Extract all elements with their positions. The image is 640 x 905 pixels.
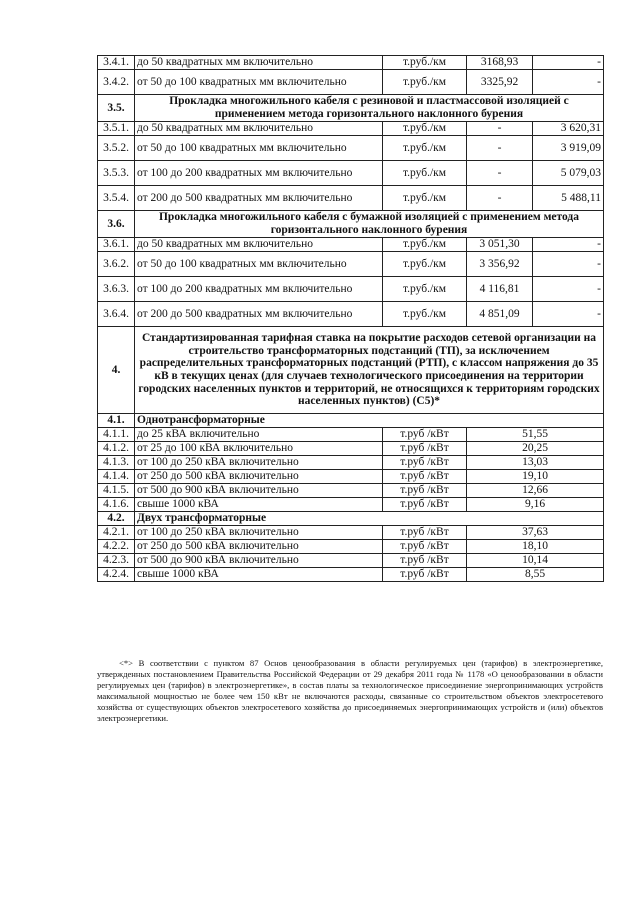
row-value-1: - — [467, 161, 533, 186]
row-value: 20,25 — [467, 442, 604, 456]
row-value: 37,63 — [467, 526, 604, 540]
row-description: от 250 до 500 кВА включительно — [135, 540, 383, 554]
tariff-table — [97, 55, 604, 582]
table-row — [98, 70, 604, 95]
row-value: 19,10 — [467, 470, 604, 484]
row-unit: т.руб./км — [383, 136, 467, 161]
row-value-2: - — [533, 277, 604, 302]
row-unit: т.руб./км — [383, 277, 467, 302]
row-value-2: 3 620,31 — [533, 122, 604, 136]
section-row — [98, 95, 604, 122]
row-value: 13,03 — [467, 456, 604, 470]
row-value-1: - — [467, 122, 533, 136]
row-description: от 50 до 100 квадратных мм включительно — [135, 70, 383, 95]
row-value-1: - — [467, 186, 533, 211]
footnote — [97, 658, 603, 724]
table-row — [98, 136, 604, 161]
row-value: 9,16 — [467, 498, 604, 512]
subsection-title: Двух трансформаторные — [135, 512, 604, 526]
row-number: 3.4.1. — [98, 56, 135, 70]
row-value-1: 4 851,09 — [467, 302, 533, 327]
row-number: 4.1.2. — [98, 442, 135, 456]
row-value-2: - — [533, 238, 604, 252]
row-description: от 50 до 100 квадратных мм включительно — [135, 136, 383, 161]
row-description: от 500 до 900 кВА включительно — [135, 554, 383, 568]
row-number: 3.6.1. — [98, 238, 135, 252]
row-unit: т.руб./км — [383, 302, 467, 327]
row-value-2: - — [533, 252, 604, 277]
row-number: 4.2.1. — [98, 526, 135, 540]
row-unit: т.руб /кВт — [383, 456, 467, 470]
row-description: свыше 1000 кВА — [135, 568, 383, 582]
row-value: 10,14 — [467, 554, 604, 568]
footnote-mark: <*> — [119, 658, 133, 668]
row-number: 4.1.1. — [98, 428, 135, 442]
table-row — [98, 498, 604, 512]
section-row — [98, 211, 604, 238]
row-unit: т.руб /кВт — [383, 568, 467, 582]
table-row — [98, 428, 604, 442]
row-unit: т.руб /кВт — [383, 484, 467, 498]
table-row — [98, 568, 604, 582]
table-row — [98, 238, 604, 252]
row-description: от 100 до 200 квадратных мм включительно — [135, 277, 383, 302]
table-row — [98, 122, 604, 136]
row-value-2: 3 919,09 — [533, 136, 604, 161]
row-unit: т.руб /кВт — [383, 442, 467, 456]
row-number: 4.1.4. — [98, 470, 135, 484]
section-row — [98, 327, 604, 414]
row-unit: т.руб /кВт — [383, 470, 467, 484]
row-description: от 100 до 250 кВА включительно — [135, 526, 383, 540]
subsection-row — [98, 512, 604, 526]
row-description: до 50 квадратных мм включительно — [135, 56, 383, 70]
row-description: от 250 до 500 кВА включительно — [135, 470, 383, 484]
row-description: от 200 до 500 квадратных мм включительно — [135, 302, 383, 327]
row-number: 4.1.5. — [98, 484, 135, 498]
row-number: 4.1.6. — [98, 498, 135, 512]
table-row — [98, 484, 604, 498]
subsection-number: 4.2. — [98, 512, 135, 526]
row-description: от 100 до 250 кВА включительно — [135, 456, 383, 470]
row-unit: т.руб./км — [383, 186, 467, 211]
row-number: 3.5.1. — [98, 122, 135, 136]
row-value-1: 4 116,81 — [467, 277, 533, 302]
table-row — [98, 56, 604, 70]
row-description: от 50 до 100 квадратных мм включительно — [135, 252, 383, 277]
row-number: 3.5.4. — [98, 186, 135, 211]
row-value-2: 5 079,03 — [533, 161, 604, 186]
row-value-2: 5 488,11 — [533, 186, 604, 211]
row-value-2: - — [533, 302, 604, 327]
section-title: Прокладка многожильного кабеля с бумажной изоляцией с применением метода горизонтального наклонного бурения — [135, 211, 604, 238]
row-value-1: 3325,92 — [467, 70, 533, 95]
footnote-text: В соответствии с пунктом 87 Основ ценообразования в области регулируемых цен (тарифов) в электроэнергетике, утвержденных постановлением Правительства Российской Федерации от 29 декабря 2011 года № 1178 «О ценообразовании в области регулируемых цен (тарифов) в электроэнергетике», в состав платы за технологическое присоединение энергопринимающих устройств максимальной мощностью не более чем 150 кВт не включаются расходы, связанные со строительством объектов электросетевого хозяйства от существующих объектов электросетевого хозяйства до присоединяемых энергопринимающих устройств и (или) объектов электроэнергетики. — [97, 658, 603, 723]
row-value-1: 3 051,30 — [467, 238, 533, 252]
row-number: 3.5.2. — [98, 136, 135, 161]
row-description: от 100 до 200 квадратных мм включительно — [135, 161, 383, 186]
row-unit: т.руб./км — [383, 70, 467, 95]
row-value: 8,55 — [467, 568, 604, 582]
row-description: от 25 до 100 кВА включительно — [135, 442, 383, 456]
row-unit: т.руб./км — [383, 161, 467, 186]
section-number: 4. — [98, 327, 135, 414]
row-unit: т.руб./км — [383, 56, 467, 70]
section-number: 3.5. — [98, 95, 135, 122]
table-row — [98, 302, 604, 327]
row-number: 3.4.2. — [98, 70, 135, 95]
row-unit: т.руб /кВт — [383, 428, 467, 442]
subsection-title: Однотрансформаторные — [135, 414, 604, 428]
subsection-row — [98, 414, 604, 428]
table-row — [98, 186, 604, 211]
table-row — [98, 470, 604, 484]
row-value-2: - — [533, 70, 604, 95]
row-unit: т.руб./км — [383, 122, 467, 136]
table-row — [98, 540, 604, 554]
row-value-2: - — [533, 56, 604, 70]
table-row — [98, 442, 604, 456]
row-unit: т.руб./км — [383, 252, 467, 277]
row-unit: т.руб /кВт — [383, 498, 467, 512]
table-row — [98, 161, 604, 186]
section-number: 3.6. — [98, 211, 135, 238]
tariff-table-body — [98, 56, 604, 582]
row-value-1: 3168,93 — [467, 56, 533, 70]
row-number: 3.6.4. — [98, 302, 135, 327]
row-description: от 500 до 900 кВА включительно — [135, 484, 383, 498]
table-row — [98, 554, 604, 568]
table-row — [98, 277, 604, 302]
row-description: до 50 квадратных мм включительно — [135, 238, 383, 252]
row-number: 4.2.4. — [98, 568, 135, 582]
table-row — [98, 456, 604, 470]
row-value: 51,55 — [467, 428, 604, 442]
row-value-1: - — [467, 136, 533, 161]
row-number: 4.2.2. — [98, 540, 135, 554]
section-title: Стандартизированная тарифная ставка на покрытие расходов сетевой организации на строительство трансформаторных подстанций (ТП), за исключением распределительных трансформаторных подстанций (РТП), с классом напряжения до 35 кВ в текущих ценах (для случаев технологического присоединения на территории городских населенных пунктов и территорий, не относящихся к территориям городских населенных пунктов) (С5)* — [135, 327, 604, 414]
subsection-number: 4.1. — [98, 414, 135, 428]
row-value: 12,66 — [467, 484, 604, 498]
row-description: свыше 1000 кВА — [135, 498, 383, 512]
row-number: 3.6.3. — [98, 277, 135, 302]
row-number: 3.5.3. — [98, 161, 135, 186]
section-title: Прокладка многожильного кабеля с резиновой и пластмассовой изоляцией с применением метода горизонтального наклонного бурения — [135, 95, 604, 122]
row-number: 3.6.2. — [98, 252, 135, 277]
row-unit: т.руб /кВт — [383, 554, 467, 568]
row-value-1: 3 356,92 — [467, 252, 533, 277]
row-description: до 50 квадратных мм включительно — [135, 122, 383, 136]
row-unit: т.руб /кВт — [383, 540, 467, 554]
row-number: 4.1.3. — [98, 456, 135, 470]
row-value: 18,10 — [467, 540, 604, 554]
row-unit: т.руб /кВт — [383, 526, 467, 540]
table-row — [98, 252, 604, 277]
row-description: до 25 кВА включительно — [135, 428, 383, 442]
row-number: 4.2.3. — [98, 554, 135, 568]
row-unit: т.руб./км — [383, 238, 467, 252]
table-row — [98, 526, 604, 540]
row-description: от 200 до 500 квадратных мм включительно — [135, 186, 383, 211]
